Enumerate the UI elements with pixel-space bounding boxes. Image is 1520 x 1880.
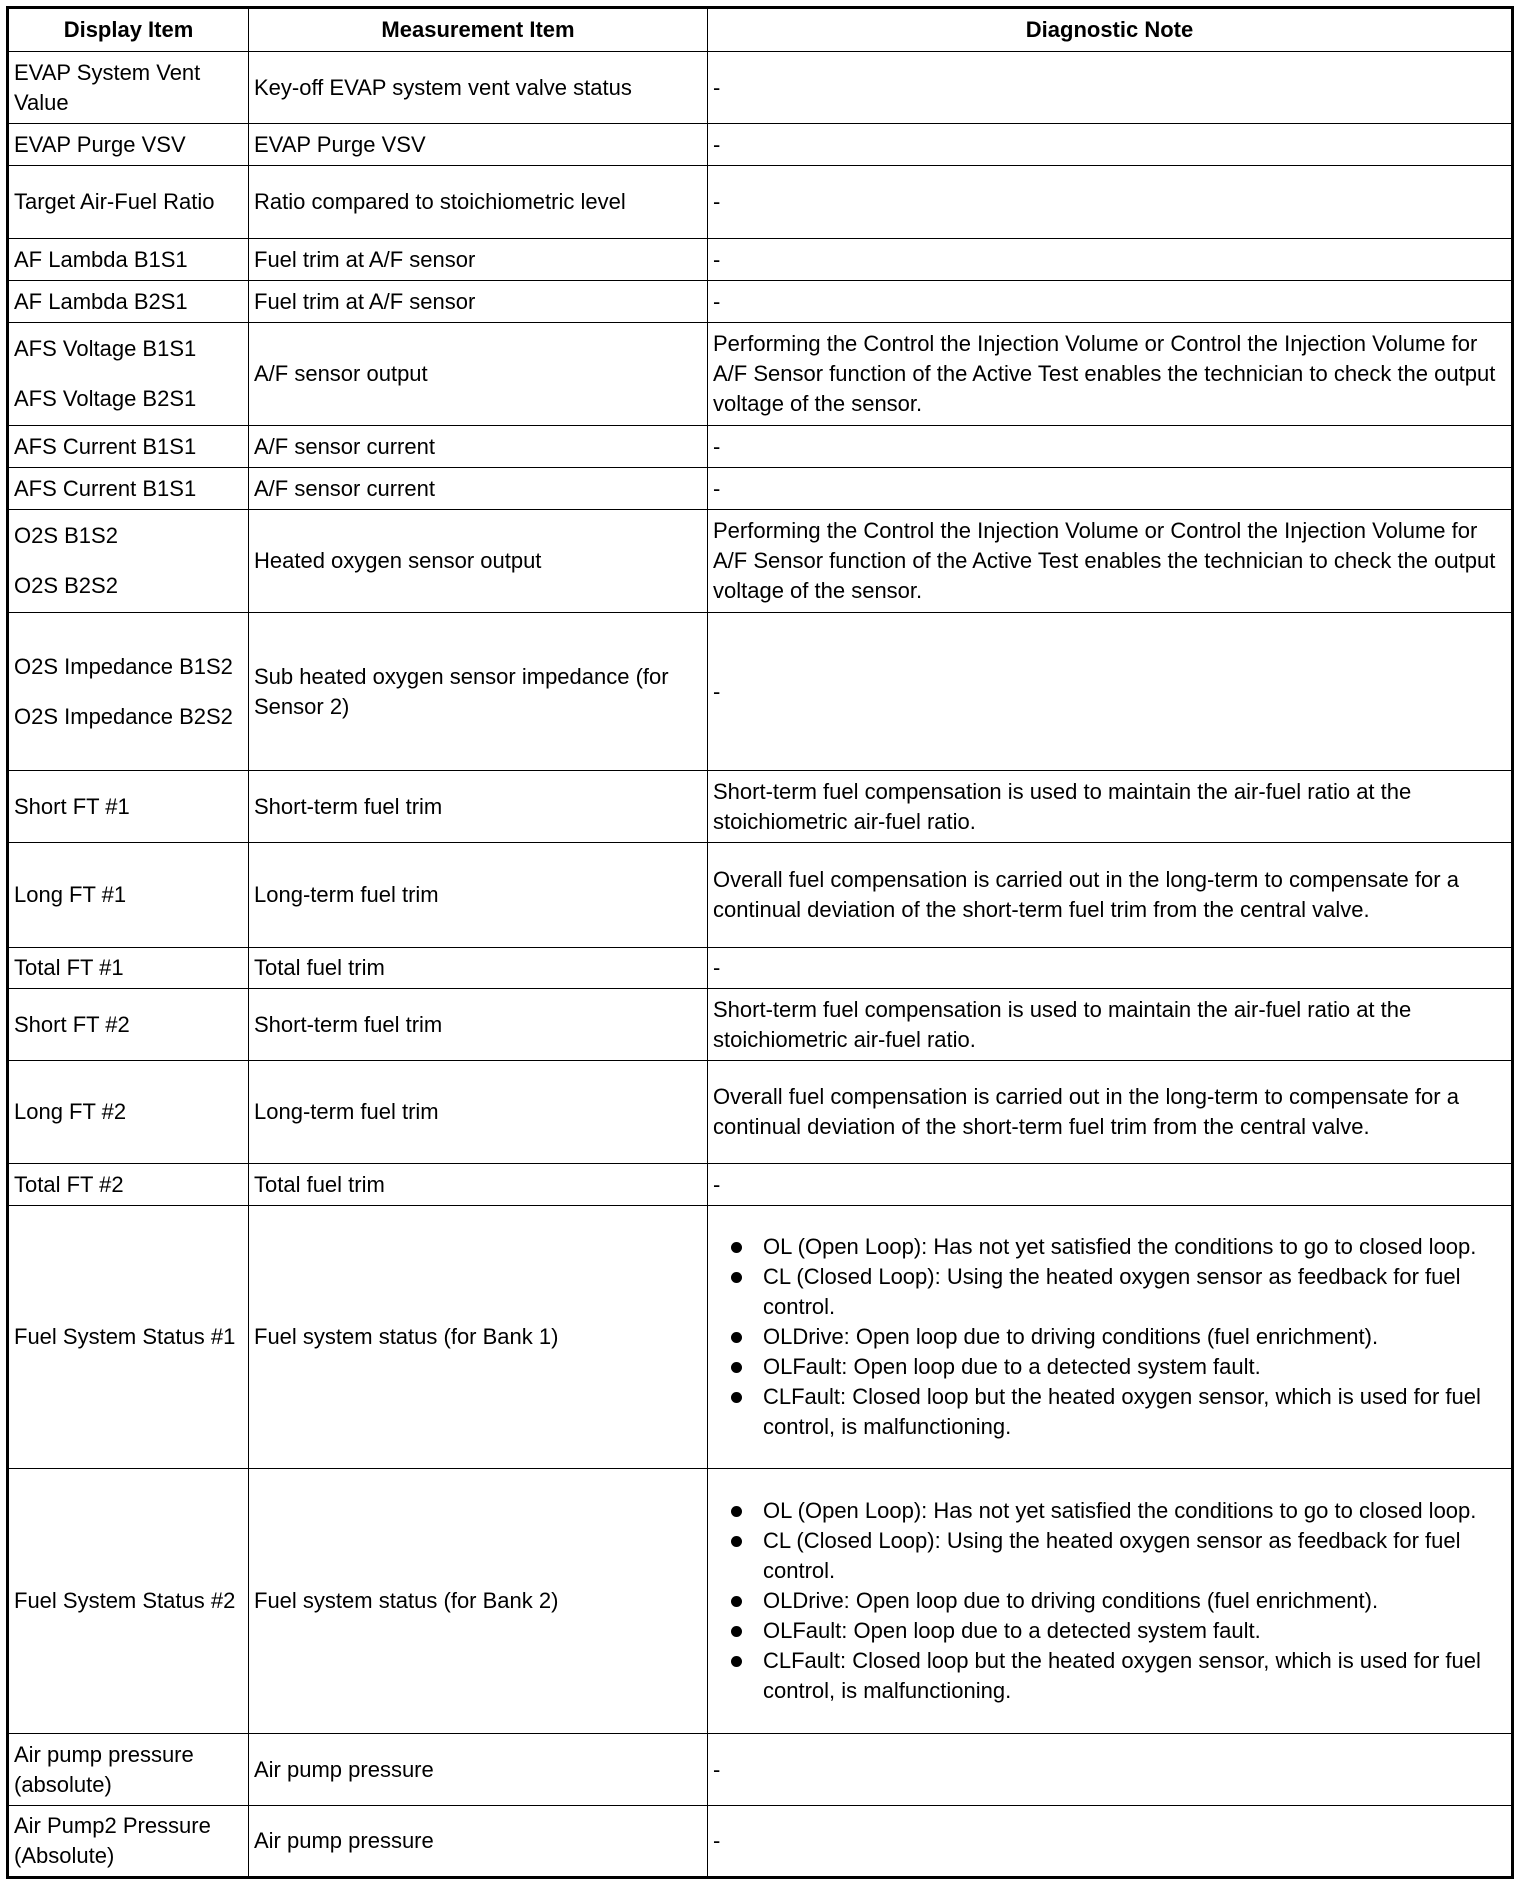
display-item: Air pump pressure (absolute)	[14, 1741, 194, 1797]
measurement-item: A/F sensor current	[249, 468, 708, 510]
diagnostic-note: Short-term fuel compensation is used to maintain the air-fuel ratio at the stoichiometric air-fuel ratio.	[708, 771, 1513, 843]
display-item: EVAP Purge VSV	[14, 131, 186, 157]
display-item-cell	[8, 1806, 249, 1878]
display-item: Target Air-Fuel Ratio	[14, 189, 215, 214]
display-item-cell	[8, 510, 249, 613]
measurement-item: Total fuel trim	[249, 1164, 708, 1206]
diagnostic-note: Performing the Control the Injection Volume or Control the Injection Volume for A/F Sensor function of the Active Test enables the technician to check the output voltage of the sensor.	[708, 510, 1513, 613]
display-item: Total FT #2	[14, 1171, 124, 1197]
diagnostic-note-bullet: CL (Closed Loop): Using the heated oxygen sensor as feedback for fuel control.	[763, 1262, 1506, 1322]
measurement-item: Short-term fuel trim	[249, 989, 708, 1061]
display-item: Fuel System Status #1	[14, 1324, 236, 1349]
measurement-item: Long-term fuel trim	[249, 1061, 708, 1164]
measurement-item: Air pump pressure	[249, 1806, 708, 1878]
measurement-item: Short-term fuel trim	[249, 771, 708, 843]
diagnostic-note: -	[708, 948, 1513, 989]
diagnostic-note: Overall fuel compensation is carried out in the long-term to compensate for a continual deviation of the short-term fuel trim from the central valve.	[708, 843, 1513, 948]
table-row	[8, 166, 1513, 239]
diagnostic-note: -	[708, 426, 1513, 468]
diagnostic-note: -	[708, 1164, 1513, 1206]
display-item: Long FT #1	[14, 882, 127, 907]
display-item-cell	[8, 166, 249, 239]
display-item: Long FT #2	[14, 1099, 127, 1124]
display-item-cell	[8, 948, 249, 989]
measurement-item: Long-term fuel trim	[249, 843, 708, 948]
diagnostic-note-bullet: OLFault: Open loop due to a detected system fault.	[763, 1616, 1506, 1646]
measurement-item: Key-off EVAP system vent valve status	[249, 52, 708, 124]
table-row	[8, 426, 1513, 468]
diagnostic-note: Performing the Control the Injection Volume or Control the Injection Volume for A/F Sensor function of the Active Test enables the technician to check the output voltage of the sensor.	[708, 323, 1513, 426]
table-row	[8, 948, 1513, 989]
display-item: O2S B2S2	[14, 573, 118, 598]
diagnostic-note-bullet: CLFault: Closed loop but the heated oxygen sensor, which is used for fuel control, is malfunctioning.	[763, 1382, 1506, 1442]
measurement-item: Heated oxygen sensor output	[249, 510, 708, 613]
table-row	[8, 843, 1513, 948]
measurement-item: Fuel trim at A/F sensor	[249, 239, 708, 281]
diagnostic-note-cell	[708, 1469, 1513, 1734]
table-row	[8, 1469, 1513, 1734]
table-row	[8, 1206, 1513, 1469]
measurement-item: Fuel system status (for Bank 2)	[249, 1469, 708, 1734]
data-list-table	[6, 6, 1514, 1879]
diagnostic-note: -	[708, 1734, 1513, 1806]
header-row	[8, 8, 1513, 52]
display-item: Total FT #1	[14, 955, 124, 980]
display-item-cell	[8, 1061, 249, 1164]
display-item-cell	[8, 843, 249, 948]
measurement-item: A/F sensor output	[249, 323, 708, 426]
diagnostic-note: -	[708, 52, 1513, 124]
display-item: AFS Voltage B2S1	[14, 386, 197, 411]
diagnostic-note-bullet: OL (Open Loop): Has not yet satisfied the conditions to go to closed loop.	[763, 1232, 1506, 1262]
diagnostic-note-bullet: OLDrive: Open loop due to driving conditions (fuel enrichment).	[763, 1322, 1506, 1352]
table-row	[8, 281, 1513, 323]
display-item: AF Lambda B1S1	[14, 246, 188, 272]
table-row	[8, 1061, 1513, 1164]
display-item: O2S Impedance B2S2	[14, 703, 233, 729]
diagnostic-note-bullet: OL (Open Loop): Has not yet satisfied the conditions to go to closed loop.	[763, 1496, 1506, 1526]
table-row	[8, 510, 1513, 613]
table-row	[8, 613, 1513, 771]
diagnostic-note: Short-term fuel compensation is used to maintain the air-fuel ratio at the stoichiometric air-fuel ratio.	[708, 989, 1513, 1061]
table-row	[8, 52, 1513, 124]
measurement-item: Air pump pressure	[249, 1734, 708, 1806]
display-item: AF Lambda B2S1	[14, 288, 188, 314]
display-item: EVAP System Vent Value	[14, 59, 201, 115]
display-item-cell	[8, 1206, 249, 1469]
table-row	[8, 989, 1513, 1061]
display-item: AFS Current B1S1	[14, 475, 197, 501]
table-row	[8, 771, 1513, 843]
diagnostic-note-list	[713, 1496, 1506, 1706]
diagnostic-note-bullet: CLFault: Closed loop but the heated oxygen sensor, which is used for fuel control, is malfunctioning.	[763, 1646, 1506, 1706]
display-item-cell	[8, 1734, 249, 1806]
display-item-cell	[8, 771, 249, 843]
diagnostic-note: -	[708, 281, 1513, 323]
display-item-cell	[8, 52, 249, 124]
diagnostic-note: -	[708, 239, 1513, 281]
display-item-cell	[8, 239, 249, 281]
table-row	[8, 1734, 1513, 1806]
display-item: Short FT #2	[14, 1011, 130, 1037]
measurement-item: Fuel trim at A/F sensor	[249, 281, 708, 323]
display-item-cell	[8, 426, 249, 468]
header-diagnostic-note: Diagnostic Note	[708, 8, 1513, 52]
measurement-item: Sub heated oxygen sensor impedance (for Sensor 2)	[249, 613, 708, 771]
measurement-item: Total fuel trim	[249, 948, 708, 989]
diagnostic-note: -	[708, 613, 1513, 771]
display-item-cell	[8, 1469, 249, 1734]
measurement-item: Ratio compared to stoichiometric level	[249, 166, 708, 239]
diagnostic-note: -	[708, 468, 1513, 510]
measurement-item: Fuel system status (for Bank 1)	[249, 1206, 708, 1469]
display-item-cell	[8, 281, 249, 323]
display-item: Short FT #1	[14, 793, 130, 819]
measurement-item: EVAP Purge VSV	[249, 124, 708, 166]
diagnostic-note-cell	[708, 1206, 1513, 1469]
display-item-cell	[8, 989, 249, 1061]
header-display-item: Display Item	[8, 8, 249, 52]
diagnostic-note-bullet: CL (Closed Loop): Using the heated oxygen sensor as feedback for fuel control.	[763, 1526, 1506, 1586]
display-item: O2S Impedance B1S2	[14, 653, 233, 679]
measurement-item: A/F sensor current	[249, 426, 708, 468]
table-row	[8, 1806, 1513, 1878]
diagnostic-note: -	[708, 1806, 1513, 1878]
display-item: Fuel System Status #2	[14, 1588, 236, 1613]
display-item-cell	[8, 1164, 249, 1206]
header-measurement-item: Measurement Item	[249, 8, 708, 52]
display-item-cell	[8, 124, 249, 166]
table-row	[8, 124, 1513, 166]
display-item-cell	[8, 613, 249, 771]
table-row	[8, 1164, 1513, 1206]
display-item-cell	[8, 468, 249, 510]
display-item: Air Pump2 Pressure (Absolute)	[14, 1813, 211, 1868]
diagnostic-note-bullet: OLFault: Open loop due to a detected system fault.	[763, 1352, 1506, 1382]
display-item-cell	[8, 323, 249, 426]
diagnostic-note-list	[713, 1232, 1506, 1442]
table-row	[8, 468, 1513, 510]
diagnostic-note: Overall fuel compensation is carried out in the long-term to compensate for a continual deviation of the short-term fuel trim from the central valve.	[708, 1061, 1513, 1164]
display-item: O2S B1S2	[14, 523, 118, 548]
table-row	[8, 239, 1513, 281]
diagnostic-note-bullet: OLDrive: Open loop due to driving conditions (fuel enrichment).	[763, 1586, 1506, 1616]
display-item: AFS Current B1S1	[14, 433, 197, 459]
display-item: AFS Voltage B1S1	[14, 336, 197, 361]
diagnostic-note: -	[708, 124, 1513, 166]
table-row	[8, 323, 1513, 426]
diagnostic-note: -	[708, 166, 1513, 239]
